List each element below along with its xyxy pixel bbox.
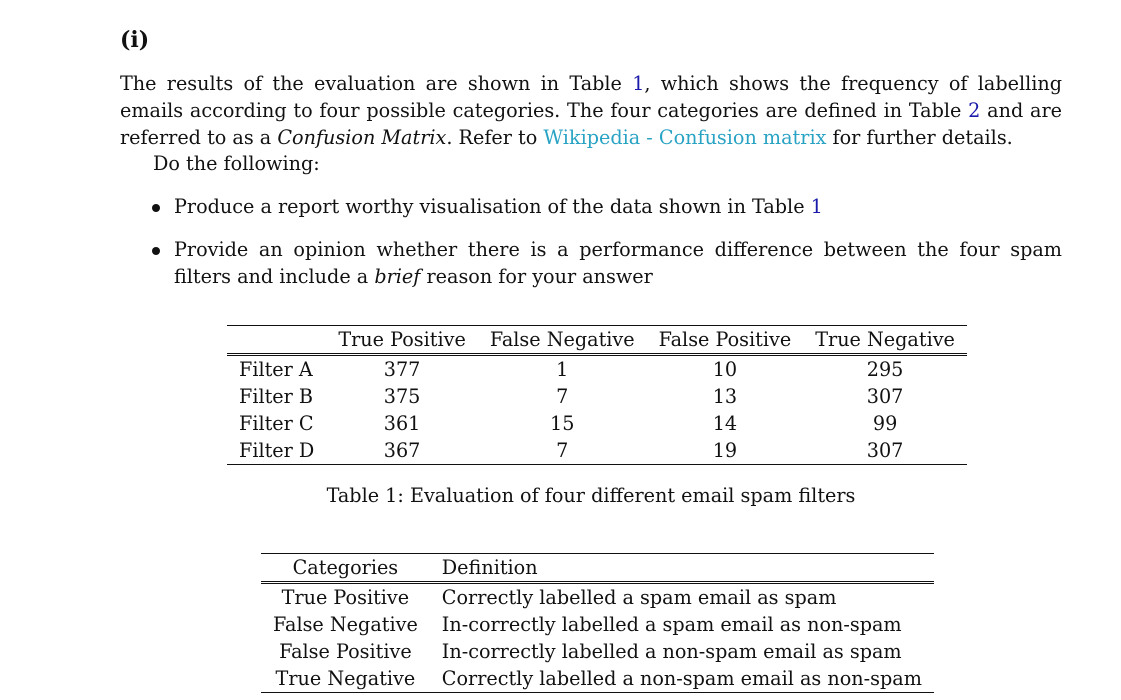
intro-paragraph [120,70,1062,151]
table-row [261,638,934,665]
task-text: Produce a report worthy visualisation of the data shown in Table [174,195,811,218]
definition-cell: Correctly labelled a non-spam email as non-spam [441,667,922,690]
header-false-negative: False Negative [489,328,635,351]
evaluation-table [227,325,967,465]
table-row [261,665,934,693]
table-row [227,355,967,384]
table-row [261,611,934,638]
cell-value: 99 [872,412,898,435]
wikipedia-link[interactable]: Wikipedia - Confusion matrix [543,126,827,149]
cell-value: 15 [550,412,575,435]
row-label: Filter B [239,385,314,408]
confusion-matrix-term: Confusion Matrix [277,126,447,149]
table-header-row [227,326,967,355]
row-label: Filter C [239,412,314,435]
intro-text: for further details. [826,126,1013,149]
table-1-caption: Table 1: Evaluation of four different email spam filters [326,484,856,507]
category-cell: False Negative [273,613,418,636]
cell-value: 307 [866,385,904,408]
table-row [227,410,967,437]
header-true-positive: True Positive [338,328,466,351]
table-2-ref-link[interactable]: 2 [968,99,981,122]
table-1-ref-link[interactable]: 1 [810,195,823,218]
cell-value: 13 [712,385,738,408]
header-true-negative: True Negative [815,328,955,351]
intro-text: . Refer to [446,126,544,149]
brief-emphasis: brief [374,265,421,288]
table-header-row [261,554,934,583]
cell-value: 295 [866,358,904,381]
table-1-ref-link[interactable]: 1 [632,72,645,95]
cell-value: 375 [383,385,421,408]
category-cell: True Positive [281,586,410,609]
row-label: Filter D [239,439,315,462]
task-text: reason for your answer [420,265,653,288]
cell-value: 7 [556,439,569,462]
cell-value: 367 [383,439,421,462]
cell-value: 307 [866,439,904,462]
bullet-icon [152,247,160,255]
cell-value: 19 [712,439,738,462]
definition-cell: In-correctly labelled a non-spam email as spam [441,640,902,663]
instruction-text: Do the following: [153,152,320,175]
intro-text: The results of the evaluation are shown in Table [120,72,633,95]
table-row [261,583,934,612]
bullet-icon [152,204,160,212]
category-cell: True Negative [275,667,416,690]
header-blank [227,326,326,355]
task-text: Provide an opinion whether there is a performance difference between the four spam filters and include a [174,238,1062,288]
category-cell: False Positive [279,640,412,663]
cell-value: 361 [383,412,421,435]
task-list [152,193,1062,306]
definition-cell: In-correctly labelled a spam email as non-spam [441,613,902,636]
cell-value: 7 [556,385,569,408]
row-label: Filter A [239,358,313,381]
cell-value: 14 [712,412,738,435]
header-categories: Categories [292,556,399,579]
intro-text: , which shows the frequency of labelling emails according to four possible categories. The four categories are defined in Table [120,72,1063,122]
cell-value: 10 [712,358,738,381]
cell-value: 377 [383,358,421,381]
intro-text: and are referred to as a [120,99,1062,149]
header-false-positive: False Positive [658,328,792,351]
task-item-opinion [152,236,1062,290]
cell-value: 1 [556,358,569,381]
definition-cell: Correctly labelled a spam email as spam [441,586,837,609]
table-row [227,437,967,465]
definitions-table [261,553,934,693]
task-item-visualisation [152,193,1062,220]
section-heading: (i) [120,27,150,53]
table-row [227,383,967,410]
header-definition: Definition [441,556,538,579]
